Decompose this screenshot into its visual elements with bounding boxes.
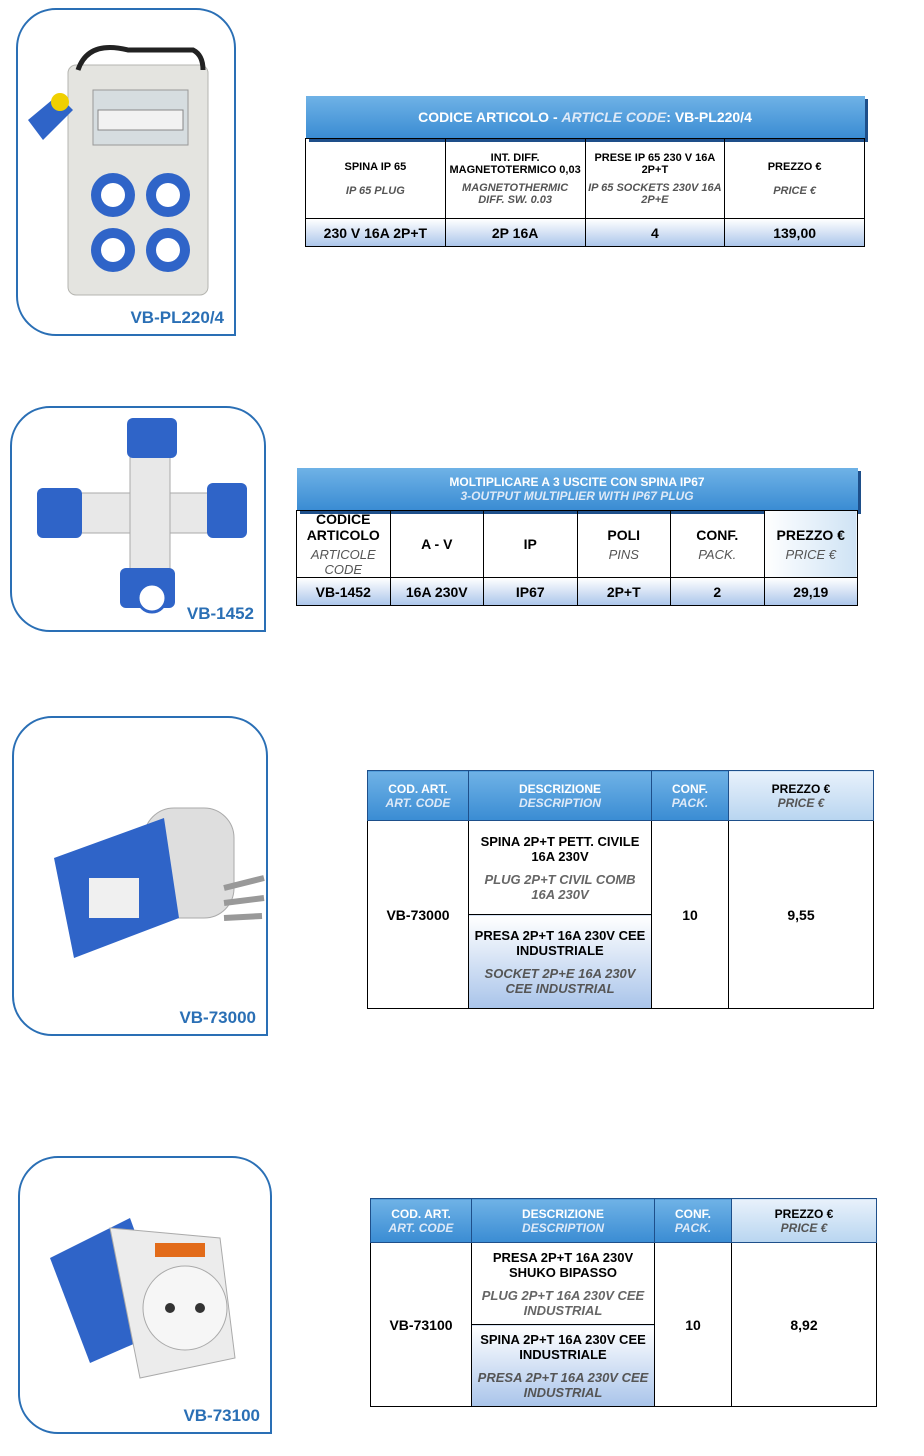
distribution-box-image — [18, 10, 236, 336]
product-table-vb-73100 — [370, 1198, 877, 1407]
product-image-card-vb-73100 — [18, 1156, 272, 1434]
product-table-vb-73000 — [367, 770, 874, 1009]
col-pack: CONF. PACK. — [655, 1199, 732, 1243]
col-art-code: COD. ART. ART. CODE — [371, 1199, 472, 1243]
col-price: PREZZO € PRICE € — [725, 139, 865, 219]
col-pack: CONF. PACK. — [652, 771, 729, 821]
table-row: 230 V 16A 2P+T 2P 16A 4 139,00 — [306, 219, 865, 247]
image-code-label: VB-PL220/4 — [130, 308, 224, 327]
col-sockets: PRESE IP 65 230 V 16A 2P+T IP 65 SOCKETS 230V 16A 2P+E — [585, 139, 725, 219]
adapter-image — [14, 718, 268, 1036]
table-row: VB-1452 16A 230V IP67 2P+T 2 29,19 — [297, 578, 858, 606]
col-description: DESCRIZIONE DESCRIPTION — [469, 771, 652, 821]
image-code-label: VB-73000 — [179, 1008, 256, 1027]
description-top: SPINA 2P+T PETT. CIVILE 16A 230V PLUG 2P+T CIVIL COMB 16A 230V — [469, 821, 652, 915]
product-image-card-vb-1452 — [10, 406, 266, 632]
col-article-code: CODICE ARTICOLO ARTICOLE CODE — [297, 511, 391, 578]
product-table-vb-1452 — [296, 468, 858, 606]
col-art-code: COD. ART. ART. CODE — [368, 771, 469, 821]
multiplier-image — [12, 408, 266, 632]
image-code-label: VB-73100 — [183, 1406, 260, 1425]
col-pack: CONF. PACK. — [671, 511, 765, 578]
col-pins: POLI PINS — [577, 511, 671, 578]
table-header: MOLTIPLICARE A 3 USCITE CON SPINA IP67 3-OUTPUT MULTIPLIER WITH IP67 PLUG — [297, 468, 858, 511]
product-image-card-vb-73000 — [12, 716, 268, 1036]
description-bottom: PRESA 2P+T 16A 230V CEE INDUSTRIALE SOCKET 2P+E 16A 230V CEE INDUSTRIAL — [469, 915, 652, 1009]
table-row: VB-73100 PRESA 2P+T 16A 230V SHUKO BIPASSO PLUG 2P+T 16A 230V CEE INDUSTRIAL 10 8,92 — [371, 1243, 877, 1325]
product-image-card-vb-pl220-4 — [16, 8, 236, 336]
col-av: A - V — [390, 511, 484, 578]
col-price: PREZZO € PRICE € — [732, 1199, 877, 1243]
table-row: VB-73000 SPINA 2P+T PETT. CIVILE 16A 230V PLUG 2P+T CIVIL COMB 16A 230V 10 9,55 — [368, 821, 874, 915]
col-price: PREZZO € PRICE € — [764, 511, 858, 578]
product-table-vb-pl220-4 — [305, 96, 865, 247]
col-ip: IP — [484, 511, 578, 578]
description-bottom: SPINA 2P+T 16A 230V CEE INDUSTRIALE PRESA 2P+T 16A 230V CEE INDUSTRIAL — [472, 1325, 655, 1407]
col-magnetothermic: INT. DIFF. MAGNETOTERMICO 0,03 MAGNETOTHERMIC DIFF. SW. 0.03 — [445, 139, 585, 219]
socket-adapter-image — [20, 1158, 272, 1434]
table-header: CODICE ARTICOLO - ARTICLE CODE: VB-PL220/4 — [306, 96, 865, 139]
col-description: DESCRIZIONE DESCRIPTION — [472, 1199, 655, 1243]
image-code-label: VB-1452 — [186, 604, 254, 623]
col-plug: SPINA IP 65 IP 65 PLUG — [306, 139, 446, 219]
description-top: PRESA 2P+T 16A 230V SHUKO BIPASSO PLUG 2P+T 16A 230V CEE INDUSTRIAL — [472, 1243, 655, 1325]
col-price: PREZZO € PRICE € — [729, 771, 874, 821]
